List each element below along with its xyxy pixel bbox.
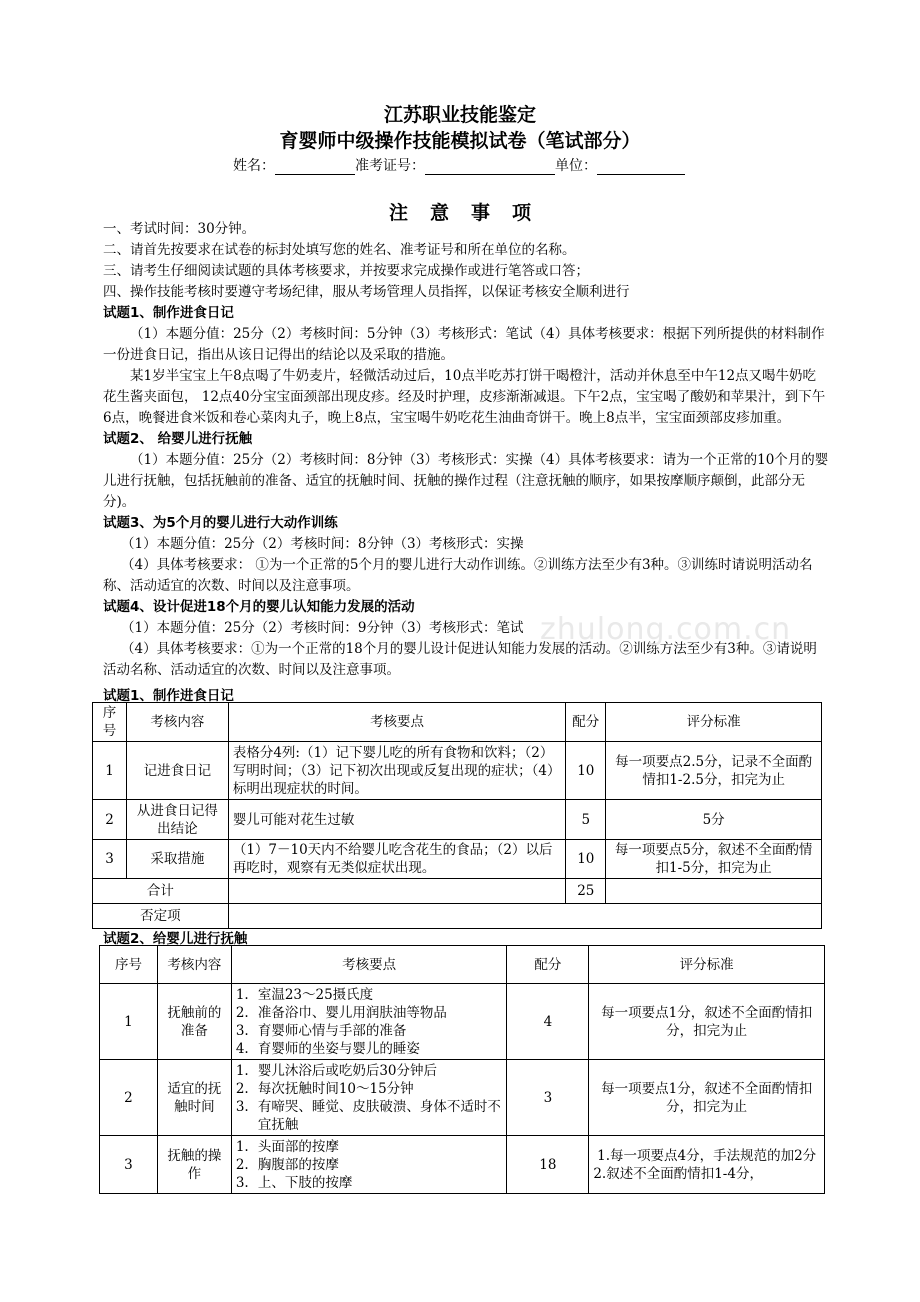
criteria-line: 2.叙述不全面酌情扣1-4分，	[593, 1165, 763, 1182]
points-list	[236, 1062, 503, 1134]
points-list	[236, 986, 503, 1058]
header-cell: 序号	[100, 946, 158, 984]
header-cell: 配分	[566, 703, 606, 742]
list-item: 1. 头面部的按摩	[235, 1138, 339, 1155]
points-list	[236, 1138, 503, 1192]
header-cell: 考核内容	[126, 703, 228, 742]
q1-heading: 试题1、制作进食日记	[103, 305, 234, 321]
exam-title: 育婴师中级操作技能模拟试卷（笔试部分）	[279, 130, 641, 152]
list-item: 2. 每次抚触时间10～15分钟	[235, 1080, 414, 1097]
table-header-row	[93, 703, 822, 742]
q1-requirements: （1）本题分值：25分（2）考核时间：5分钟（3）考核形式：笔试（4）具体考核要求：根据下列所提供的材料制作一份进食日记，指出从该日记得出的结论以及采取的措施。	[103, 326, 825, 363]
q4-heading: 试题4、设计促进18个月的婴儿认知能力发展的活动	[103, 599, 415, 615]
notice-item: 二、请首先按要求在试卷的标封处填写您的姓名、准考证号和所在单位的名称。	[103, 242, 576, 258]
list-item: 2. 胸腹部的按摩	[235, 1156, 339, 1173]
scoring-table-1	[92, 702, 822, 929]
table1-caption: 试题1、制作进食日记	[103, 688, 234, 704]
table2-caption: 试题2、给婴儿进行抚触	[103, 931, 248, 947]
table-row: 1 记进食日记 表格分4列:（1）记下婴儿吃的所有食物和饮料；（2）写明时间；（3）记下初次出现或反复出现的症状；（4）标明出现症状的时间。 10 每一项要点2.5分，记录不全面酌情扣1-2.5分，扣完为止	[93, 742, 822, 800]
total-row: 合计 25	[93, 879, 822, 904]
id-blank	[425, 159, 555, 175]
header-cell: 评分标准	[606, 703, 822, 742]
table-row: 1 抚触前的准备 1. 室温23～25摄氏度 2. 准备浴巾、婴儿用润肤油等物品 3. 育婴师心情与手部的准备 4. 育婴师的坐姿与婴儿的睡姿 4 每一项要点1分，叙述不全面酌情扣分，扣完为止	[100, 984, 825, 1060]
q2-heading: 试题2、 给婴儿进行抚触	[103, 431, 253, 447]
list-item: 1. 婴儿沐浴后或吃奶后30分钟后	[235, 1062, 438, 1079]
notice-item: 三、请考生仔细阅读试题的具体考核要求，并按要求完成操作或进行笔答或口答；	[103, 263, 589, 279]
header-cell: 考核要点	[228, 703, 565, 742]
table-header-row	[100, 946, 825, 984]
candidate-info-line	[233, 155, 685, 175]
header-cell: 考核要点	[231, 946, 507, 984]
q4-requirements-1: （1）本题分值：25分（2）考核时间：9分钟（3）考核形式：笔试	[121, 620, 524, 636]
name-blank	[275, 159, 355, 175]
header-cell: 评分标准	[589, 946, 825, 984]
criteria-line: 1.每一项要点4分，手法规范的加2分	[597, 1147, 817, 1164]
unit-blank	[597, 159, 685, 175]
q3-requirements-2: （4）具体考核要求： ①为一个正常的5个月的婴儿进行大动作训练。②训练方法至少有3种。③训练时请说明活动名称、活动适宜的次数、时间以及注意事项。	[103, 557, 813, 594]
list-item: 3. 上、下肢的按摩	[235, 1174, 353, 1191]
notice-item: 一、考试时间：30分钟。	[103, 221, 256, 237]
table-row: 2 适宜的抚触时间 1. 婴儿沐浴后或吃奶后30分钟后 2. 每次抚触时间10～15分钟 3. 有啼哭、睡觉、皮肤破溃、身体不适时不宜抚触 3 每一项要点1分，叙述不全面酌情扣分，扣完为止	[100, 1060, 825, 1136]
scoring-table-2	[99, 945, 825, 1194]
veto-row: 否定项	[93, 904, 822, 929]
header-cell: 配分	[507, 946, 589, 984]
list-item: 1. 室温23～25摄氏度	[235, 986, 374, 1003]
watermark: zhulong.com.cn	[540, 612, 792, 647]
list-item: 2. 准备浴巾、婴儿用润肤油等物品	[235, 1004, 447, 1021]
q2-requirements: （1）本题分值：25分（2）考核时间：8分钟（3）考核形式：实操（4）具体考核要求：请为一个正常的10个月的婴儿进行抚触，包括抚触前的准备、适宜的抚触时间、抚触的操作过程（注意抚触的顺序，如果按摩顺序颠倒，此部分无分)。	[103, 452, 829, 510]
table-row: 3 采取措施 （1）7－10天内不给婴儿吃含花生的食品；（2）以后再吃时，观察有无类似症状出现。 10 每一项要点5分，叙述不全面酌情扣1-5分，扣完为止	[93, 840, 822, 879]
notice-item: 四、操作技能考核时要遵守考场纪律，服从考场管理人员指挥，以保证考核安全顺利进行	[103, 284, 630, 300]
q3-requirements-1: （1）本题分值：25分（2）考核时间：8分钟（3）考核形式：实操	[121, 536, 524, 552]
exam-org-title: 江苏职业技能鉴定	[383, 104, 536, 126]
q3-heading: 试题3、为5个月的婴儿进行大动作训练	[103, 515, 338, 531]
id-label: 准考证号：	[355, 158, 425, 174]
name-label: 姓名：	[233, 158, 275, 174]
table-row: 2 从进食日记得出结论 婴儿可能对花生过敏 5 5分	[93, 800, 822, 840]
list-item: 4. 育婴师的坐姿与婴儿的睡姿	[235, 1040, 420, 1057]
header-cell: 考核内容	[157, 946, 231, 984]
q4-requirements-2: （4）具体考核要求：①为一个正常的18个月的婴儿设计促进认知能力发展的活动。②训练方法至少有3种。③请说明活动名称、活动适宜的次数、时间以及注意事项。	[103, 641, 817, 678]
notice-heading: 注 意 事 项	[388, 202, 532, 224]
header-cell: 序号	[93, 703, 127, 742]
q1-story: 某1岁半宝宝上午8点喝了牛奶麦片，轻微活动过后，10点半吃苏打饼干喝橙汁，活动并休息至中午12点又喝牛奶吃花生酱夹面包， 12点40分宝宝面颈部出现皮疹。经及时护理，皮疹渐渐减退。下午2点，宝宝喝了酸奶和苹果汁，到下午6点，晚餐进食米饭和卷心菜肉丸子，晚上8点，宝宝喝牛奶吃花生油曲奇饼干。晚上8点半，宝宝面颈部皮疹加重。	[103, 368, 826, 426]
list-item: 3. 有啼哭、睡觉、皮肤破溃、身体不适时不宜抚触	[235, 1098, 501, 1133]
unit-label: 单位：	[555, 158, 597, 174]
list-item: 3. 育婴师心情与手部的准备	[235, 1022, 407, 1039]
table-row: 3 抚触的操作 1. 头面部的按摩 2. 胸腹部的按摩 3. 上、下肢的按摩 18 1.每一项要点4分，手法规范的加2分 2.叙述不全面酌情扣1-4分，	[100, 1136, 825, 1194]
